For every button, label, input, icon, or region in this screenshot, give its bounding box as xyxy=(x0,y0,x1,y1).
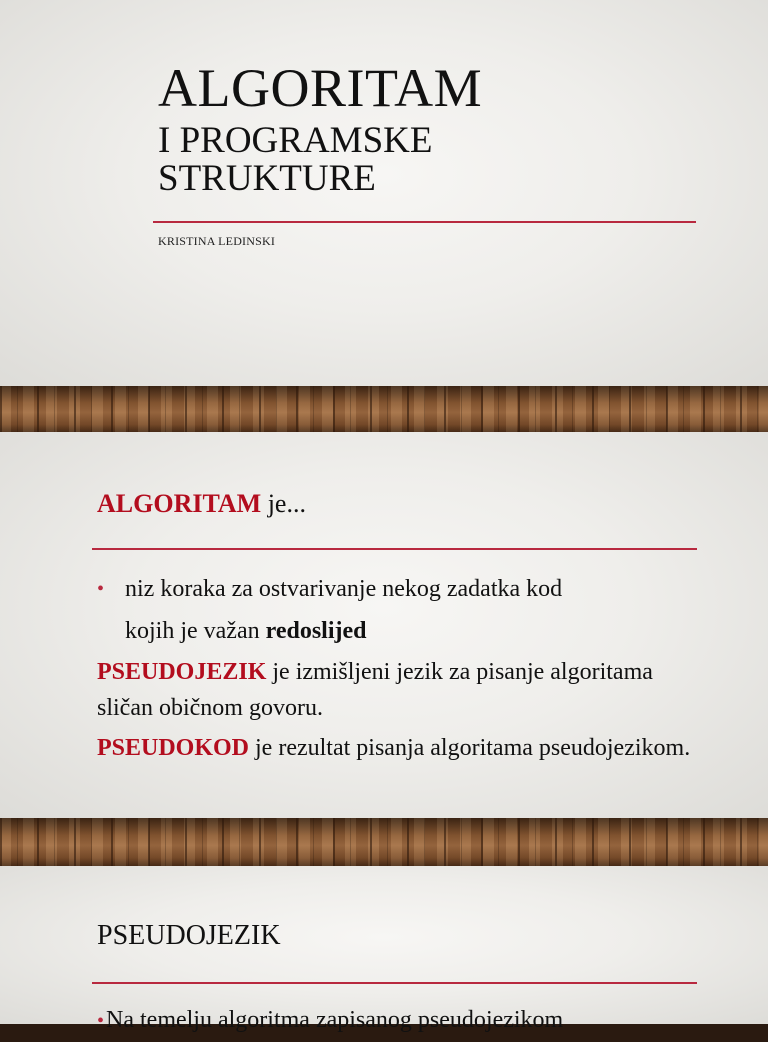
definition-text: je izmišljeni jezik za pisanje algoritama sličan običnom govoru. xyxy=(97,659,653,721)
subtitle-line-2: STRUKTURE xyxy=(158,158,376,199)
slide-body xyxy=(97,568,697,766)
slide-title: ALGORITAM xyxy=(158,58,483,118)
heading-divider xyxy=(92,982,697,984)
slide-heading xyxy=(97,487,306,521)
slide-body xyxy=(97,1000,717,1042)
bullet-text: Na temelju algoritma zapisanog pseudojezikom xyxy=(106,1007,564,1033)
heading-rest: je... xyxy=(261,489,306,518)
wood-floor-strip xyxy=(0,386,768,434)
author-name: KRISTINA LEDINSKI xyxy=(158,234,276,248)
title-divider xyxy=(153,221,696,223)
subtitle-line-1: I PROGRAMSKE xyxy=(158,120,433,161)
bullet-icon: • xyxy=(97,578,105,600)
bullet-line-1: niz koraka za ostvarivanje nekog zadatka kod xyxy=(125,576,563,602)
bullet-line-2-bold: redoslijed xyxy=(265,618,367,644)
slide-heading: PSEUDOJEZIK xyxy=(97,920,281,951)
slide-subtitle xyxy=(158,122,678,198)
definition-text: je rezultat pisanja algoritama pseudojezikom. xyxy=(249,735,691,761)
bullet-item xyxy=(97,568,697,652)
term-pseudojezik: PSEUDOJEZIK xyxy=(97,659,267,685)
heading-divider xyxy=(92,548,697,550)
definition-pseudojezik xyxy=(97,654,697,726)
definition-pseudokod xyxy=(97,730,697,766)
bullet-line-2-prefix: kojih je važan xyxy=(125,618,266,644)
bullet-icon: • xyxy=(97,1010,105,1032)
heading-term: ALGORITAM xyxy=(97,489,262,518)
wood-floor-strip xyxy=(0,818,768,868)
term-pseudokod: PSEUDOKOD xyxy=(97,735,250,761)
